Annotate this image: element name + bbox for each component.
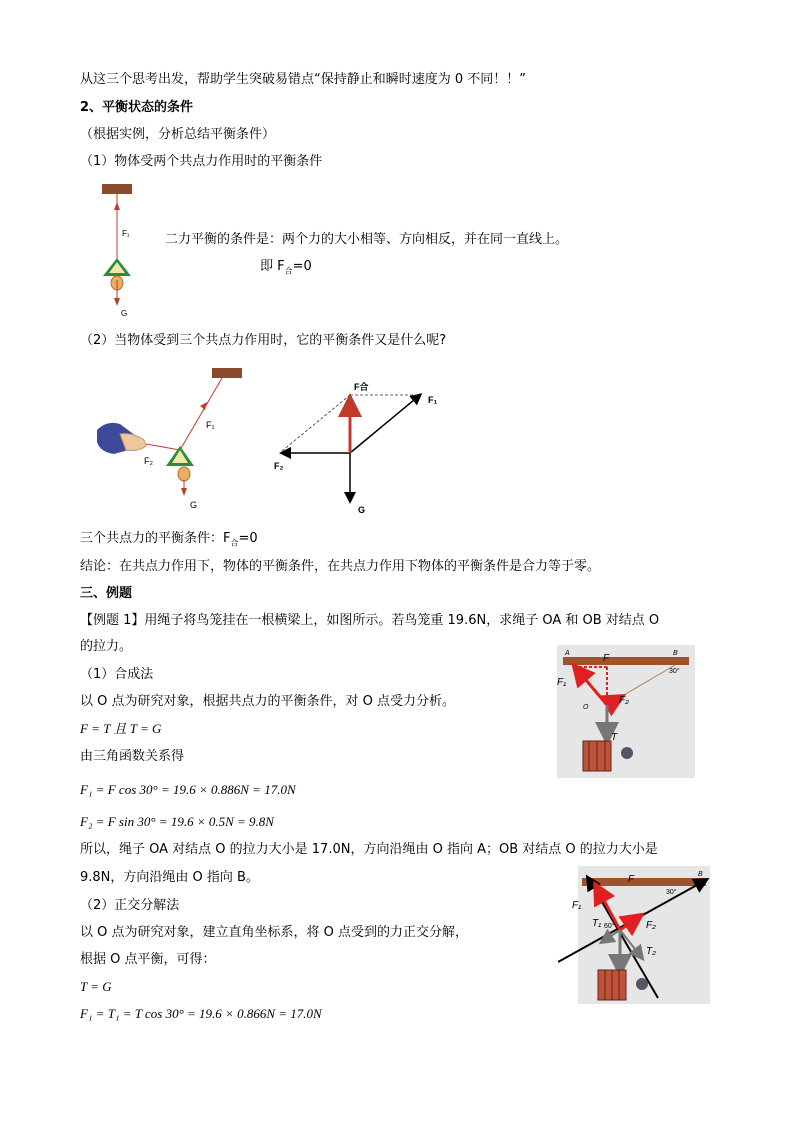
subsection-1: （1）物体受两个共点力作用时的平衡条件	[80, 154, 323, 169]
two-force-equation: 即 $F_合=0$	[260, 259, 312, 276]
label-f: F	[603, 653, 610, 664]
vector-diagram	[268, 375, 458, 520]
example-1-text: 【例题 1】用绳子将鸟笼挂在一根横梁上，如图所示。若鸟笼重 19.6N，求绳子 OA 和 OB 对结点 O	[80, 613, 660, 628]
bird	[621, 747, 633, 759]
label-g: G	[190, 500, 198, 510]
label-f1: F₁	[428, 395, 438, 405]
label-f1: F₁	[572, 900, 582, 911]
label-angle-60: 60°	[604, 923, 615, 930]
method-1-title: （1）合成法	[80, 667, 154, 682]
result-text-cont: 9.8N，方向沿绳由 O 指向 B。	[80, 870, 259, 885]
label-f1: F₁	[557, 677, 567, 688]
label-o: O	[583, 704, 589, 711]
label-f1: F₁	[206, 420, 215, 430]
trig-text: 由三角函数关系得	[80, 749, 185, 764]
label-f: F	[628, 874, 635, 885]
method-2-desc-cont: 根据 O 点平衡，可得：	[80, 952, 216, 967]
label-b: B	[698, 871, 703, 878]
beam	[582, 878, 706, 886]
birdcage-synthesis-figure	[557, 645, 695, 778]
label-a: A	[565, 650, 570, 657]
label-f2: F₂	[619, 695, 629, 706]
equation-2: F₁ = F cos 30° = 19.6 × 0.886N = 17.0N	[80, 782, 296, 797]
label-f2: F₂	[646, 920, 656, 931]
equation-3: F₂ = F sin 30° = 19.6 × 0.5N = 9.8N	[80, 814, 274, 829]
label-f-he: F合	[354, 382, 369, 392]
label-t: T	[611, 732, 618, 743]
two-force-condition: 二力平衡的条件是：两个力的大小相等、方向相反，并在同一直线上。	[165, 232, 569, 247]
method-1-desc: 以 O 点为研究对象，根据共点力的平衡条件，对 O 点受力分析。	[80, 694, 455, 709]
label-f1: F₁	[122, 229, 130, 238]
three-force-hand-diagram	[92, 362, 252, 522]
result-text: 所以，绳子 OA 对结点 O 的拉力大小是 17.0N，方向沿绳由 O 指向 A；OB 对结点 O 的拉力大小是	[80, 842, 658, 857]
label-g: G	[358, 505, 366, 515]
section-3-title: 三、例题	[80, 586, 133, 601]
bulb	[178, 467, 190, 481]
label-f2: F₂	[144, 456, 153, 466]
method-2-title: （2）正交分解法	[80, 898, 180, 913]
equation-4: T = G	[80, 979, 112, 994]
equation-5: F₁ = T₁ = T cos 30° = 19.6 × 0.866N = 17.0N	[80, 1006, 322, 1021]
section-2-title: 2、平衡状态的条件	[80, 100, 194, 115]
beam	[212, 368, 242, 378]
example-1-text-cont: 的拉力。	[80, 639, 133, 654]
label-b: B	[673, 650, 678, 657]
label-angle-30: 30°	[666, 889, 677, 896]
equation-1: F = T 且 T = G	[80, 721, 162, 736]
label-g: G	[121, 309, 128, 318]
label-t2: T₂	[646, 946, 656, 957]
bird	[636, 978, 648, 990]
section-2-note: （根据实例，分析总结平衡条件）	[80, 127, 276, 142]
conclusion: 结论：在共点力作用下，物体的平衡条件，在共点力作用下物体的平衡条件是合力等于零。	[80, 559, 601, 574]
three-force-condition: 三个共点力的平衡条件：$F_合=0$	[80, 531, 258, 548]
two-force-diagram	[95, 180, 145, 320]
birdcage-orthogonal-figure	[558, 866, 710, 1006]
label-f2: F₂	[274, 461, 284, 471]
label-angle: 30°	[669, 668, 680, 675]
subsection-2: （2）当物体受到三个共点力作用时，它的平衡条件又是什么呢?	[80, 333, 447, 348]
label-t1: T₁	[592, 918, 602, 929]
beam	[102, 184, 132, 194]
method-2-desc: 以 O 点为研究对象，建立直角坐标系，将 O 点受到的力正交分解，	[80, 925, 468, 940]
intro-text: 从这三个思考出发，帮助学生突破易错点“保持静止和瞬时速度为 0 不同！！”	[80, 72, 527, 87]
beam	[563, 657, 689, 665]
